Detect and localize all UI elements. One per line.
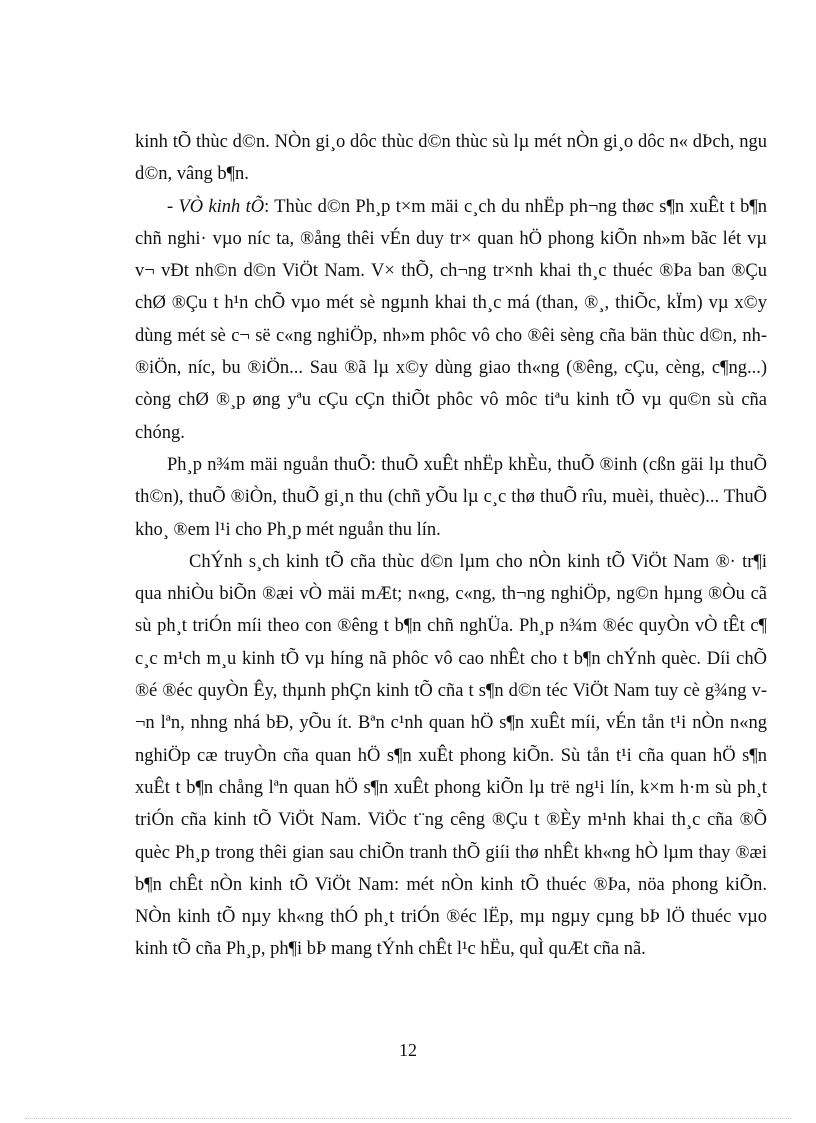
- page-number: 12: [399, 1040, 417, 1060]
- body-text: [135, 126, 767, 966]
- paragraph-economy-lead: -: [167, 196, 179, 217]
- page-bottom-divider: [25, 1118, 791, 1119]
- paragraph-economy-text: : Thùc d©n Ph¸p t×m mäi c¸ch du nhËp ph¬ng thøc s¶n xuÊt t b¶n chñ nghi· vµo níc ta, ®ång thêi vÉn duy tr× quan hÖ phong kiÕn nh»m bãc lét vµ v¬ vÐt nh©n d©n ViÖt Nam. V× thÕ, ch¬ng tr×nh khai th¸c thuéc ®Þa ban ®Çu chØ ®Çu t h¹n chÕ vµo mét sè ngµnh khai th¸c má (than, ®¸, thiÕc, kÏm) vµ x©y dùng mét sè c¬ së c«ng nghiÖp, nh»m phôc vô cho ®êi sèng cña bän thùc d©n, nh ®iÖn, níc, bu ®iÖn... Sau ®ã lµ x©y dùng giao th«ng (®êng, cÇu, cèng, c¶ng...) còng chØ ®¸p øng yªu cÇu cÇn thiÕt phôc vô môc tiªu kinh tÕ vµ qu©n sù cña chóng.: [135, 196, 767, 443]
- paragraph-economic-policy: ChÝnh s¸ch kinh tÕ cña thùc d©n lµm cho nÒn kinh tÕ ViÖt Nam ®· tr¶i qua nhiÒu biÕn ®æi vÒ mäi mÆt; n«ng, c«ng, th¬ng nghiÖp, ng©n hµng ®Òu cã sù ph¸t triÓn míi theo con ®êng t b¶n chñ nghÜa. Ph¸p n¾m ®éc quyÒn vÒ tÊt c¶ c¸c m¹ch m¸u kinh tÕ vµ híng nã phôc vô cao nhÊt cho t b¶n chÝnh quèc. Díi chÕ ®é ®éc quyÒn Êy, thµnh phÇn kinh tÕ cña t s¶n d©n téc ViÖt Nam tuy cè g¾ng v¬n lªn, nhng nhá bÐ, yÕu ít. Bªn c¹nh quan hÖ s¶n xuÊt míi, vÉn tån t¹i nÒn n«ng nghiÖp cæ truyÒn cña quan hÖ s¶n xuÊt phong kiÕn. Sù tån t¹i cña quan hÖ s¶n xuÊt t b¶n chång lªn quan hÖ s¶n xuÊt phong kiÕn lµ trë ng¹i lín, k×m h·m sù ph¸t triÓn cña kinh tÕ ViÖt Nam. ViÖc t¨ng cêng ®Çu t ®Èy m¹nh khai th¸c cña ®Õ quèc Ph¸p trong thêi gian sau chiÕn tranh thÕ giíi thø nhÊt kh«ng hÒ lµm thay ®æi b¶n chÊt nÒn kinh tÕ ViÖt Nam: mét nÒn kinh tÕ thuéc ®Þa, nöa phong kiÕn. NÒn kinh tÕ nµy kh«ng thÓ ph¸t triÓn ®éc lËp, mµ ngµy cµng bÞ lÖ thuéc vµo kinh tÕ cña Ph¸p, ph¶i bÞ mang tÝnh chÊt l¹c hËu, quÌ quÆt cña nã.: [135, 551, 767, 960]
- paragraph-taxes: Ph¸p n¾m mäi nguån thuÕ: thuÕ xuÊt nhËp khÈu, thuÕ ®inh (cßn gäi lµ thuÕ th©n), thuÕ ®iÒn, thuÕ gi¸n thu (chñ yÕu lµ c¸c thø thuÕ rîu, muèi, thuèc)... ThuÕ kho¸ ®em l¹i cho Ph¸p mét nguån thu lín.: [135, 454, 767, 540]
- paragraph-education: kinh tÕ thùc d©n. NÒn gi¸o dôc thùc d©n thùc sù lµ mét nÒn gi¸o dôc n« dÞch, ngu d©n, vâng b¶n.: [135, 132, 767, 185]
- paragraph-economy-heading: VÒ kinh tÕ: [178, 196, 265, 217]
- paragraph-economy: [135, 191, 767, 449]
